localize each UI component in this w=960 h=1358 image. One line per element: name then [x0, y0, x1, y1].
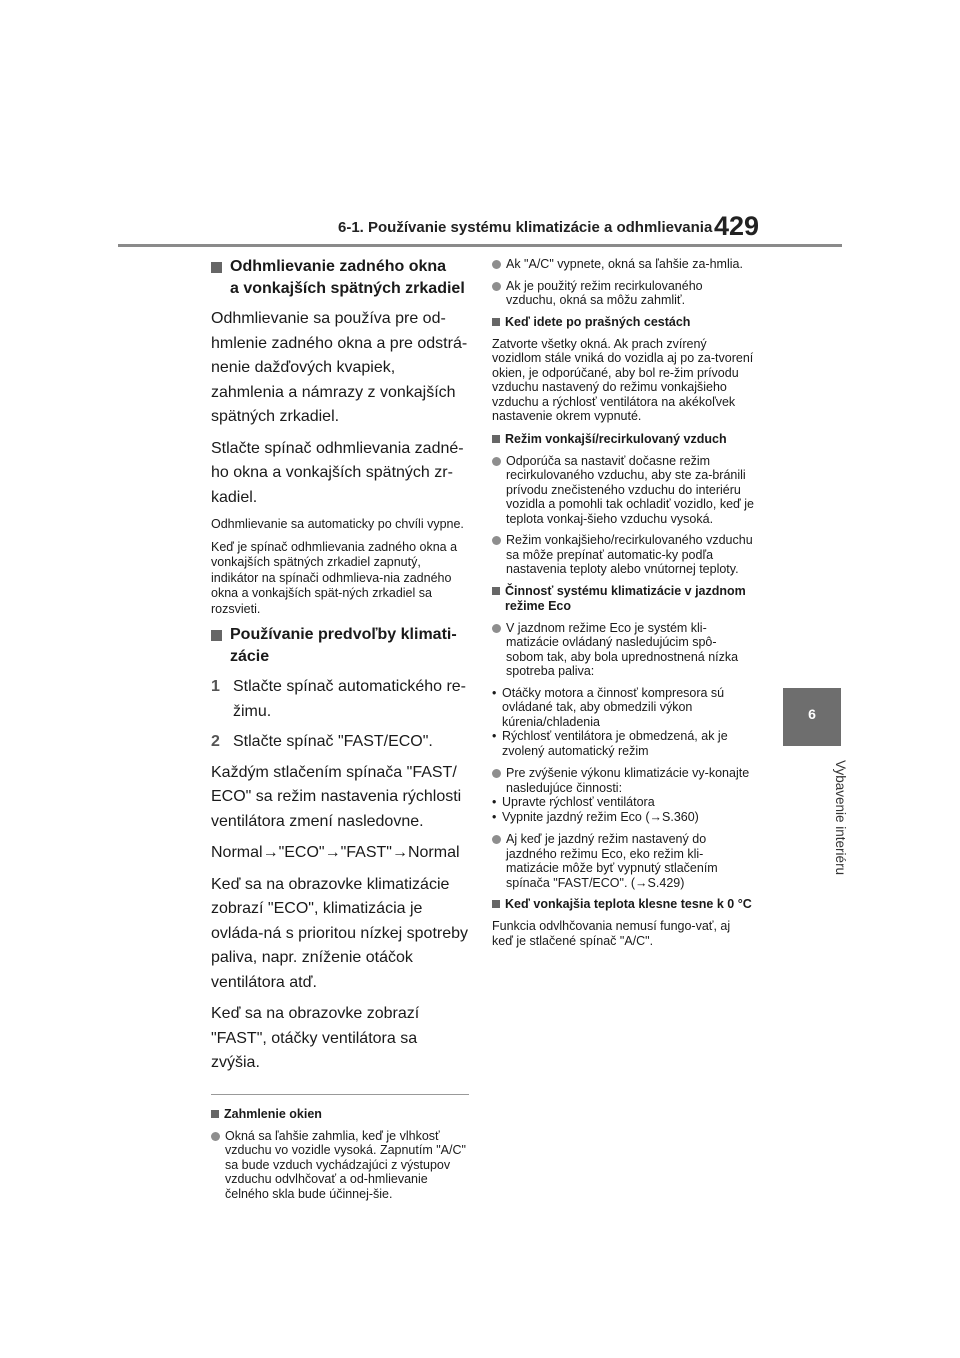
bullet-text: Režim vonkajšieho/recirkulovaného vzduchu sa môže prepínať automatic-ky podľa nastavenia teploty alebo vnútornej teploty. [506, 533, 753, 576]
sub-item [492, 795, 754, 810]
dot-mark-icon: • [492, 795, 497, 809]
chapter-number: 6 [808, 706, 816, 722]
bullet-item [492, 279, 754, 308]
bullet-item [492, 257, 754, 272]
bullet-text: Okná sa ľahšie zahmlia, keď je vlhkosť vzduchu vo vozidle vysoká. Zapnutím "A/C" sa bude vzduch vychádzajúci z výstupov vzduchu odvlhčovať a od-hmlievanie čelného skla bude účinnej-šie. [225, 1128, 466, 1201]
note: Odhmlievanie sa automaticky po chvíli vypne. [211, 517, 464, 531]
bullet-text: V jazdnom režime Eco je systém kli-matizácie ovládaný nasledujúcim spô-sobom tak, aby bola uprednostnená nízka spotreba paliva: [506, 620, 739, 678]
paragraph: Každým stlačením spínača "FAST/ ECO" sa režim nastavenia rýchlosti ventilátora zmení nasledovne. [211, 763, 462, 830]
sub-item [492, 686, 754, 730]
bullet-item [492, 454, 754, 527]
circle-bullet-icon [211, 1132, 220, 1141]
circle-bullet-icon [492, 835, 501, 844]
heading-text: Keď idete po prašných cestách [505, 314, 691, 329]
circle-bullet-icon [492, 624, 501, 633]
heading-line-2: a vonkajších spätných zrkadiel [230, 280, 465, 297]
paragraph: Funkcia odvlhčovania nemusí fungo-vať, aj keď je stlačené spínač "A/C". [492, 919, 731, 948]
page-number: 429 [714, 211, 760, 241]
bullet-text: Pre zvýšenie výkonu klimatizácie vy-konajte nasledujúce činnosti: [506, 766, 750, 795]
sub-item [492, 729, 754, 758]
heading-text: Používanie predvoľby klimati-zácie [230, 626, 457, 665]
bullet-item [492, 621, 754, 679]
heading-text: Činnosť systému klimatizácie v jazdnom režime Eco [505, 583, 746, 613]
dot-mark-icon: • [492, 729, 497, 743]
bullet-text: Aj keď je jazdný režim nastavený do jazdného režimu Eco, eko režim kli-matizácie môže byť vypnutý stlačením spínača "FAST/ECO". (→S.429) [506, 832, 718, 890]
circle-bullet-icon [492, 260, 501, 269]
heading-line-1: Odhmlievanie zadného okna [230, 258, 447, 275]
heading-text: Režim vonkajší/recirkulovaný vzduch [505, 431, 727, 446]
heading-text: Zahmlenie okien [224, 1106, 322, 1121]
step-number: 2 [211, 733, 220, 750]
sub-item [492, 810, 754, 825]
square-bullet-icon [492, 587, 500, 595]
heading-window-fog [211, 1107, 469, 1122]
step-number: 1 [211, 678, 220, 695]
paragraph: Normal→"ECO"→"FAST"→Normal [211, 844, 460, 861]
square-bullet-icon [211, 1110, 219, 1118]
circle-bullet-icon [492, 536, 501, 545]
dot-mark-icon: • [492, 809, 497, 824]
sub-item-text: Vypnite jazdný režim Eco (→S.360) [502, 809, 699, 824]
sub-item-text: Otáčky motora a činnosť kompresora sú ovládané tak, aby obmedzili výkon kúrenia/chladenia [502, 685, 725, 729]
step-2 [211, 730, 469, 755]
heading-eco-mode [492, 584, 754, 614]
paragraph: Stlačte spínač odhmlievania zadné-ho okna a vonkajších spätných zr-kadiel. [211, 439, 464, 506]
square-bullet-icon [492, 900, 500, 908]
square-bullet-icon [211, 630, 222, 641]
bullet-item [492, 832, 754, 890]
bullet-item [492, 766, 754, 795]
sub-item-text: Rýchlosť ventilátora je obmedzená, ak je zvolený automatický režim [502, 729, 728, 758]
square-bullet-icon [492, 318, 500, 326]
note: Keď je spínač odhmlievania zadného okna a vonkajších spätných zrkadiel zapnutý, indikátor na spínači odhmlieva-nia zadného okna a vonkajších spät-ných zrkadiel sa rozsvieti. [211, 539, 458, 616]
bullet-text: Ak je použitý režim recirkulovaného vzduchu, okná sa môžu zahmliť. [506, 278, 703, 307]
circle-bullet-icon [492, 457, 501, 466]
sub-item-text: Upravte rýchlosť ventilátora [502, 795, 655, 809]
heading-text: Keď vonkajšia teplota klesne tesne k 0 °C [505, 897, 752, 911]
section-title: 6-1. Používanie systému klimatizácie a odhmlievania [338, 219, 713, 236]
step-text: Stlačte spínač "FAST/ECO". [233, 733, 433, 750]
heading-rear-defogger [211, 256, 469, 300]
step-text: Stlačte spínač automatického re-žimu. [233, 678, 467, 720]
square-bullet-icon [492, 435, 500, 443]
bullet-text: Ak "A/C" vypnete, okná sa ľahšie za-hmlia. [506, 257, 743, 271]
step-1 [211, 675, 469, 724]
bullet-item [211, 1129, 469, 1202]
separator [211, 1094, 469, 1095]
square-bullet-icon [211, 262, 222, 273]
circle-bullet-icon [492, 769, 501, 778]
paragraph: Odhmlievanie sa používa pre od-hmlenie zadného okna a pre odstrá-nenie dažďových kvapiek, zahmlenia a námrazy z vonkajších spätných zrkadiel. [211, 310, 468, 425]
bullet-text: Odporúča sa nastaviť dočasne režim recirkulovaného vzduchu, aby ste za-bránili prívodu znečisteného vzduchu do interiéru vozidla a pomohli tak ochladiť vozidlo, keď je teplota vonkaj-šieho vzduchu vysoká. [506, 453, 754, 526]
chapter-name: Vybavenie interiéru [833, 760, 848, 876]
left-column [211, 256, 469, 1208]
dot-mark-icon: • [492, 685, 497, 700]
header-rule [118, 244, 842, 247]
right-column [492, 257, 754, 956]
heading-dusty-roads [492, 315, 754, 330]
bullet-item [492, 533, 754, 577]
paragraph: Keď sa na obrazovke zobrazí "FAST", otáčky ventilátora sa zvýšia. [211, 1005, 420, 1071]
heading-preset [211, 624, 469, 668]
heading-air-mode [492, 432, 754, 447]
circle-bullet-icon [492, 282, 501, 291]
paragraph: Zatvorte všetky okná. Ak prach zvírený vozidlom stále vniká do vozidla aj po za-tvorení okien, je odporúčané, aby bol re-žim prívodu vzduchu nastavený do režimu vonkajšieho vzduchu a rýchlosť ventilátora na akékoľvek nastavenie okrem vypnuté. [492, 336, 754, 423]
chapter-tab [783, 688, 841, 746]
paragraph: Keď sa na obrazovke klimatizácie zobrazí "ECO", klimatizácia je ovláda-ná s prioritou nízkej spotreby paliva, napr. zníženie otáčok ventilátora atď. [211, 875, 469, 991]
heading-near-zero [492, 897, 754, 912]
